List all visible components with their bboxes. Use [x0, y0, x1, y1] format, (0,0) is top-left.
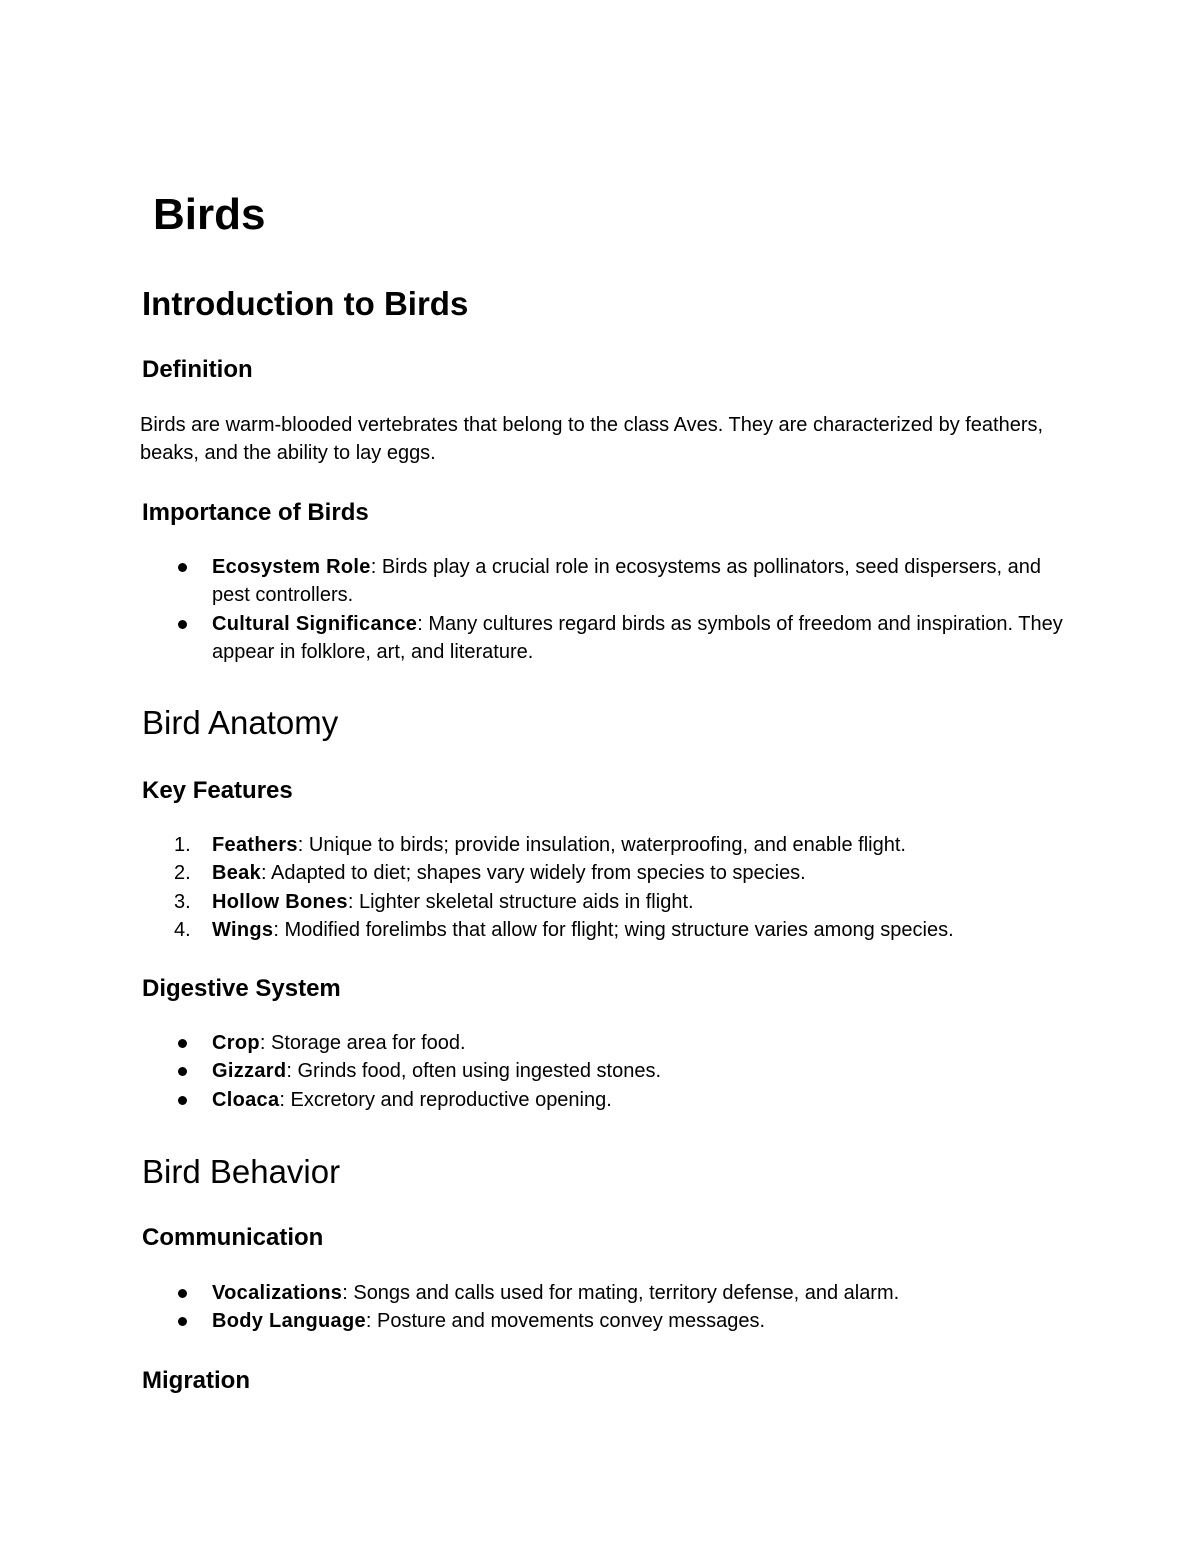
bullet-icon [178, 1067, 187, 1076]
list-item-text: : Songs and calls used for mating, territory defense, and alarm. [342, 1282, 900, 1304]
list-item-term: Wings [212, 918, 274, 941]
list-item-term: Cultural Significance [212, 612, 418, 635]
bullet-icon [178, 620, 187, 629]
list-item-text: : Unique to birds; provide insulation, waterproofing, and enable flight. [297, 834, 906, 856]
list-item [170, 1307, 1070, 1335]
importance-list [170, 553, 1070, 666]
list-item-term: Cloaca [212, 1088, 280, 1111]
list-number: 4. [174, 918, 191, 941]
list-item [170, 1086, 1070, 1114]
list-item-term: Feathers [212, 834, 298, 856]
list-item-term: Beak [212, 862, 262, 885]
heading-key-features: Key Features [142, 777, 293, 804]
list-item [170, 831, 1070, 859]
list-item-text: : Posture and movements convey messages. [365, 1310, 766, 1333]
list-item-text: : Birds play a crucial role in ecosystems as pollinators, seed dispersers, and pest controllers. [212, 556, 1042, 607]
heading-communication: Communication [142, 1224, 324, 1251]
bullet-icon [178, 1096, 187, 1105]
list-number: 3. [174, 890, 191, 913]
definition-paragraph: Birds are warm-blooded vertebrates that belong to the class Aves. They are characterized by feathers, beaks, and the ability to lay eggs. [140, 414, 1044, 464]
list-item [170, 859, 1070, 887]
list-number: 2. [174, 862, 191, 885]
bullet-icon [178, 1289, 187, 1298]
list-item-term: Vocalizations [212, 1282, 343, 1304]
list-item-text: : Excretory and reproductive opening. [279, 1088, 612, 1111]
list-item-term: Hollow Bones [212, 890, 348, 913]
heading-definition: Definition [142, 356, 253, 383]
heading-migration: Migration [142, 1367, 250, 1394]
list-item-text: : Lighter skeletal structure aids in flight. [347, 890, 694, 913]
bullet-icon [178, 1039, 187, 1048]
key-features-list [170, 831, 1070, 944]
document-title: Birds [153, 190, 266, 239]
list-item-text: : Storage area for food. [259, 1032, 466, 1054]
digestive-list [170, 1029, 1070, 1114]
heading-importance: Importance of Birds [142, 499, 369, 526]
communication-list [170, 1279, 1070, 1336]
heading-introduction: Introduction to Birds [142, 285, 469, 322]
bullet-icon [178, 1317, 187, 1326]
heading-digestive-system: Digestive System [142, 975, 341, 1002]
list-item [170, 888, 1070, 916]
list-item-text: : Modified forelimbs that allow for flight; wing structure varies among species. [273, 918, 954, 941]
list-item [170, 1279, 1070, 1307]
list-item-term: Ecosystem Role [212, 556, 371, 578]
list-number: 1. [174, 834, 191, 856]
list-item [170, 916, 1070, 944]
heading-behavior: Bird Behavior [142, 1153, 341, 1190]
list-item-text: : Adapted to diet; shapes vary widely from species to species. [261, 862, 806, 885]
list-item-term: Body Language [212, 1310, 366, 1333]
list-item [170, 1057, 1070, 1085]
list-item [170, 610, 1070, 667]
list-item-text: : Grinds food, often using ingested stones. [286, 1060, 662, 1083]
list-item [170, 553, 1070, 610]
heading-anatomy: Bird Anatomy [142, 704, 339, 741]
list-item [170, 1029, 1070, 1057]
bullet-icon [178, 563, 187, 572]
list-item-term: Crop [212, 1032, 260, 1054]
list-item-text: : Many cultures regard birds as symbols of freedom and inspiration. They appear in folklore, art, and literature. [212, 612, 1063, 663]
list-item-term: Gizzard [212, 1060, 287, 1083]
